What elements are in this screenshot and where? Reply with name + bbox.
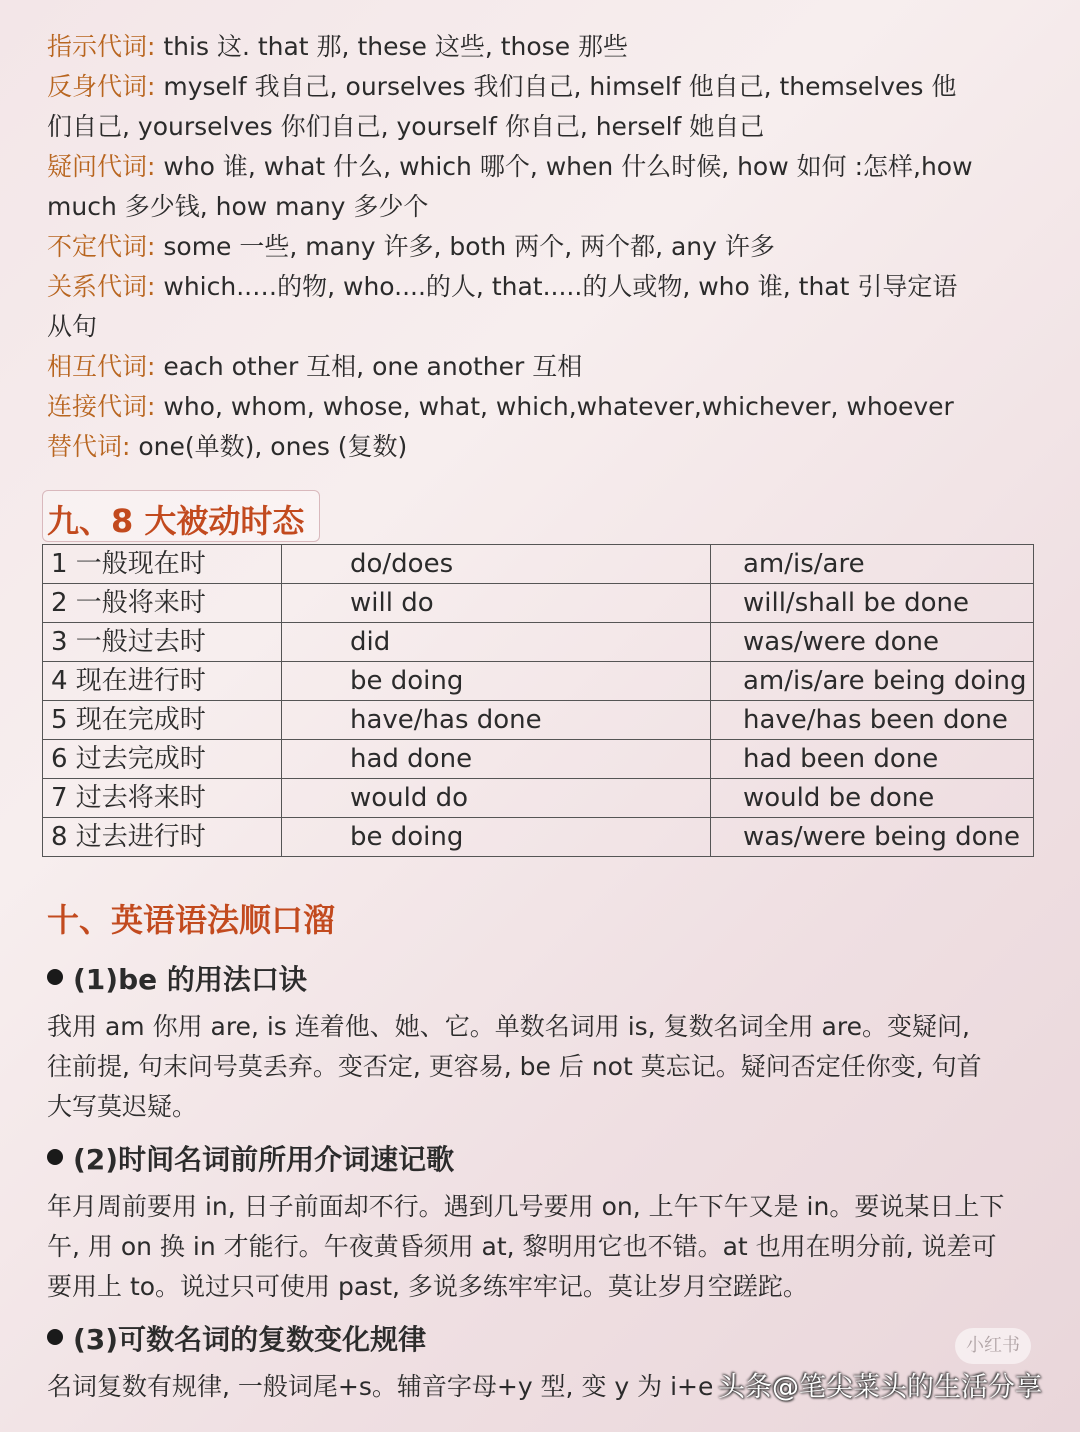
passive-form: have/has been done (711, 701, 1034, 740)
active-form: had done (282, 740, 711, 779)
pronoun-label: 疑问代词: (47, 152, 156, 181)
section-9-heading-box (42, 490, 320, 542)
bullet-icon (47, 969, 63, 985)
pronoun-line-indefinite (47, 227, 1036, 267)
pronoun-line-reflexive-cont (47, 107, 1036, 147)
active-form: will do (282, 584, 711, 623)
bullet-icon (47, 1149, 63, 1165)
tense-name: 4 现在进行时 (43, 662, 282, 701)
subheading-text: (3)可数名词的复数变化规律 (73, 1323, 427, 1356)
active-form: be doing (282, 818, 711, 857)
passive-form: am/is/are being doing (711, 662, 1034, 701)
pronoun-text: each other 互相, one another 互相 (155, 352, 583, 381)
passive-form: was/were done (711, 623, 1034, 662)
tense-name: 6 过去完成时 (43, 740, 282, 779)
active-form: have/has done (282, 701, 711, 740)
passive-tense-table (42, 544, 1034, 857)
active-form: would do (282, 779, 711, 818)
tense-name: 2 一般将来时 (43, 584, 282, 623)
pronoun-text: myself 我自己, ourselves 我们自己, himself 他自己, themselves 他 (155, 72, 957, 101)
section-9-title: 九、8 大被动时态 (47, 502, 305, 540)
table-row (43, 818, 1034, 857)
pronoun-label: 不定代词: (47, 232, 156, 261)
subheading-time-prepositions (47, 1138, 454, 1178)
table-row (43, 545, 1034, 584)
paragraph-line: 往前提, 句末问号莫丢弃。变否定, 更容易, be 后 not 莫忘记。疑问否定任你变, 句首 (47, 1052, 982, 1081)
pronoun-label: 关系代词: (47, 272, 156, 301)
tense-name: 1 一般现在时 (43, 545, 282, 584)
pronoun-text: 从句 (47, 312, 98, 341)
paragraph-line: 要用上 to。说过只可使用 past, 多说多练牢牢记。莫让岁月空蹉跎。 (47, 1272, 808, 1301)
pronoun-label: 反身代词: (47, 72, 156, 101)
table-row (43, 623, 1034, 662)
subheading-plural-rules (47, 1318, 426, 1358)
pronoun-line-relative-cont (47, 307, 1036, 347)
table-row (43, 779, 1034, 818)
tense-name: 8 过去进行时 (43, 818, 282, 857)
tense-name: 7 过去将来时 (43, 779, 282, 818)
pronoun-line-demonstrative (47, 27, 1036, 67)
table-row (43, 662, 1034, 701)
passive-form: will/shall be done (711, 584, 1034, 623)
pronoun-text: which..…的物, who....的人, that.....的人或物, who 谁, that 引导定语 (155, 272, 958, 301)
pronoun-line-conjunctive (47, 387, 1036, 427)
active-form: do/does (282, 545, 711, 584)
pronoun-text: one(单数), ones (复数) (130, 432, 408, 461)
passive-form: had been done (711, 740, 1034, 779)
section-10-title: 十、英语语法顺口溜 (47, 901, 336, 939)
pronoun-line-reflexive (47, 67, 1036, 107)
pronoun-text: who 谁, what 什么, which 哪个, when 什么时候, how 如何 :怎样,how (155, 152, 973, 181)
table-row (43, 740, 1034, 779)
pronoun-label: 指示代词: (47, 32, 156, 61)
pronoun-label: 相互代词: (47, 352, 156, 381)
xiaohongshu-badge: 小红书 (955, 1328, 1031, 1364)
pronoun-line-interrogative-cont (47, 187, 1036, 227)
pronoun-text: this 这. that 那, these 这些, those 那些 (155, 32, 629, 61)
active-form: be doing (282, 662, 711, 701)
paragraph-line: 午, 用 on 换 in 才能行。午夜黄昏须用 at, 黎明用它也不错。at 也用在明分前, 说差可 (47, 1232, 997, 1261)
watermark-text: 头条@笔尖菜头的生活分享 (718, 1372, 1042, 1403)
pronoun-text: 们自己, yourselves 你们自己, yourself 你自己, herself 她自己 (47, 112, 765, 141)
passive-form: am/is/are (711, 545, 1034, 584)
active-form: did (282, 623, 711, 662)
pronoun-text: who, whom, whose, what, which,whatever,whichever, whoever (155, 392, 954, 421)
paragraph-line: 大写莫迟疑。 (47, 1092, 198, 1121)
pronoun-text: much 多少钱, how many 多少个 (47, 192, 429, 221)
paragraph-line: 年月周前要用 in, 日子前面却不行。遇到几号要用 on, 上午下午又是 in。要说某日上下 (47, 1192, 1005, 1221)
pronoun-line-reciprocal (47, 347, 1036, 387)
tense-name: 5 现在完成时 (43, 701, 282, 740)
pronoun-text: some 一些, many 许多, both 两个, 两个都, any 许多 (155, 232, 775, 261)
pronoun-line-relative (47, 267, 1036, 307)
pronoun-label: 替代词: (47, 432, 131, 461)
table-row (43, 584, 1034, 623)
table-row (43, 701, 1034, 740)
subheading-text: (2)时间名词前所用介词速记歌 (73, 1143, 455, 1176)
paragraph-line: 名词复数有规律, 一般词尾+s。辅音字母+y 型, 变 y 为 i+e (47, 1372, 714, 1401)
subheading-be-usage (47, 958, 307, 998)
subheading-text: (1)be 的用法口诀 (73, 963, 307, 996)
pronoun-label: 连接代词: (47, 392, 156, 421)
pronoun-line-interrogative (47, 147, 1036, 187)
pronoun-line-substitute (47, 427, 1036, 467)
passive-form: was/were being done (711, 818, 1034, 857)
tense-name: 3 一般过去时 (43, 623, 282, 662)
paragraph-line: 我用 am 你用 are, is 连着他、她、它。单数名词用 is, 复数名词全用 are。变疑问, (47, 1012, 970, 1041)
bullet-icon (47, 1329, 63, 1345)
passive-form: would be done (711, 779, 1034, 818)
